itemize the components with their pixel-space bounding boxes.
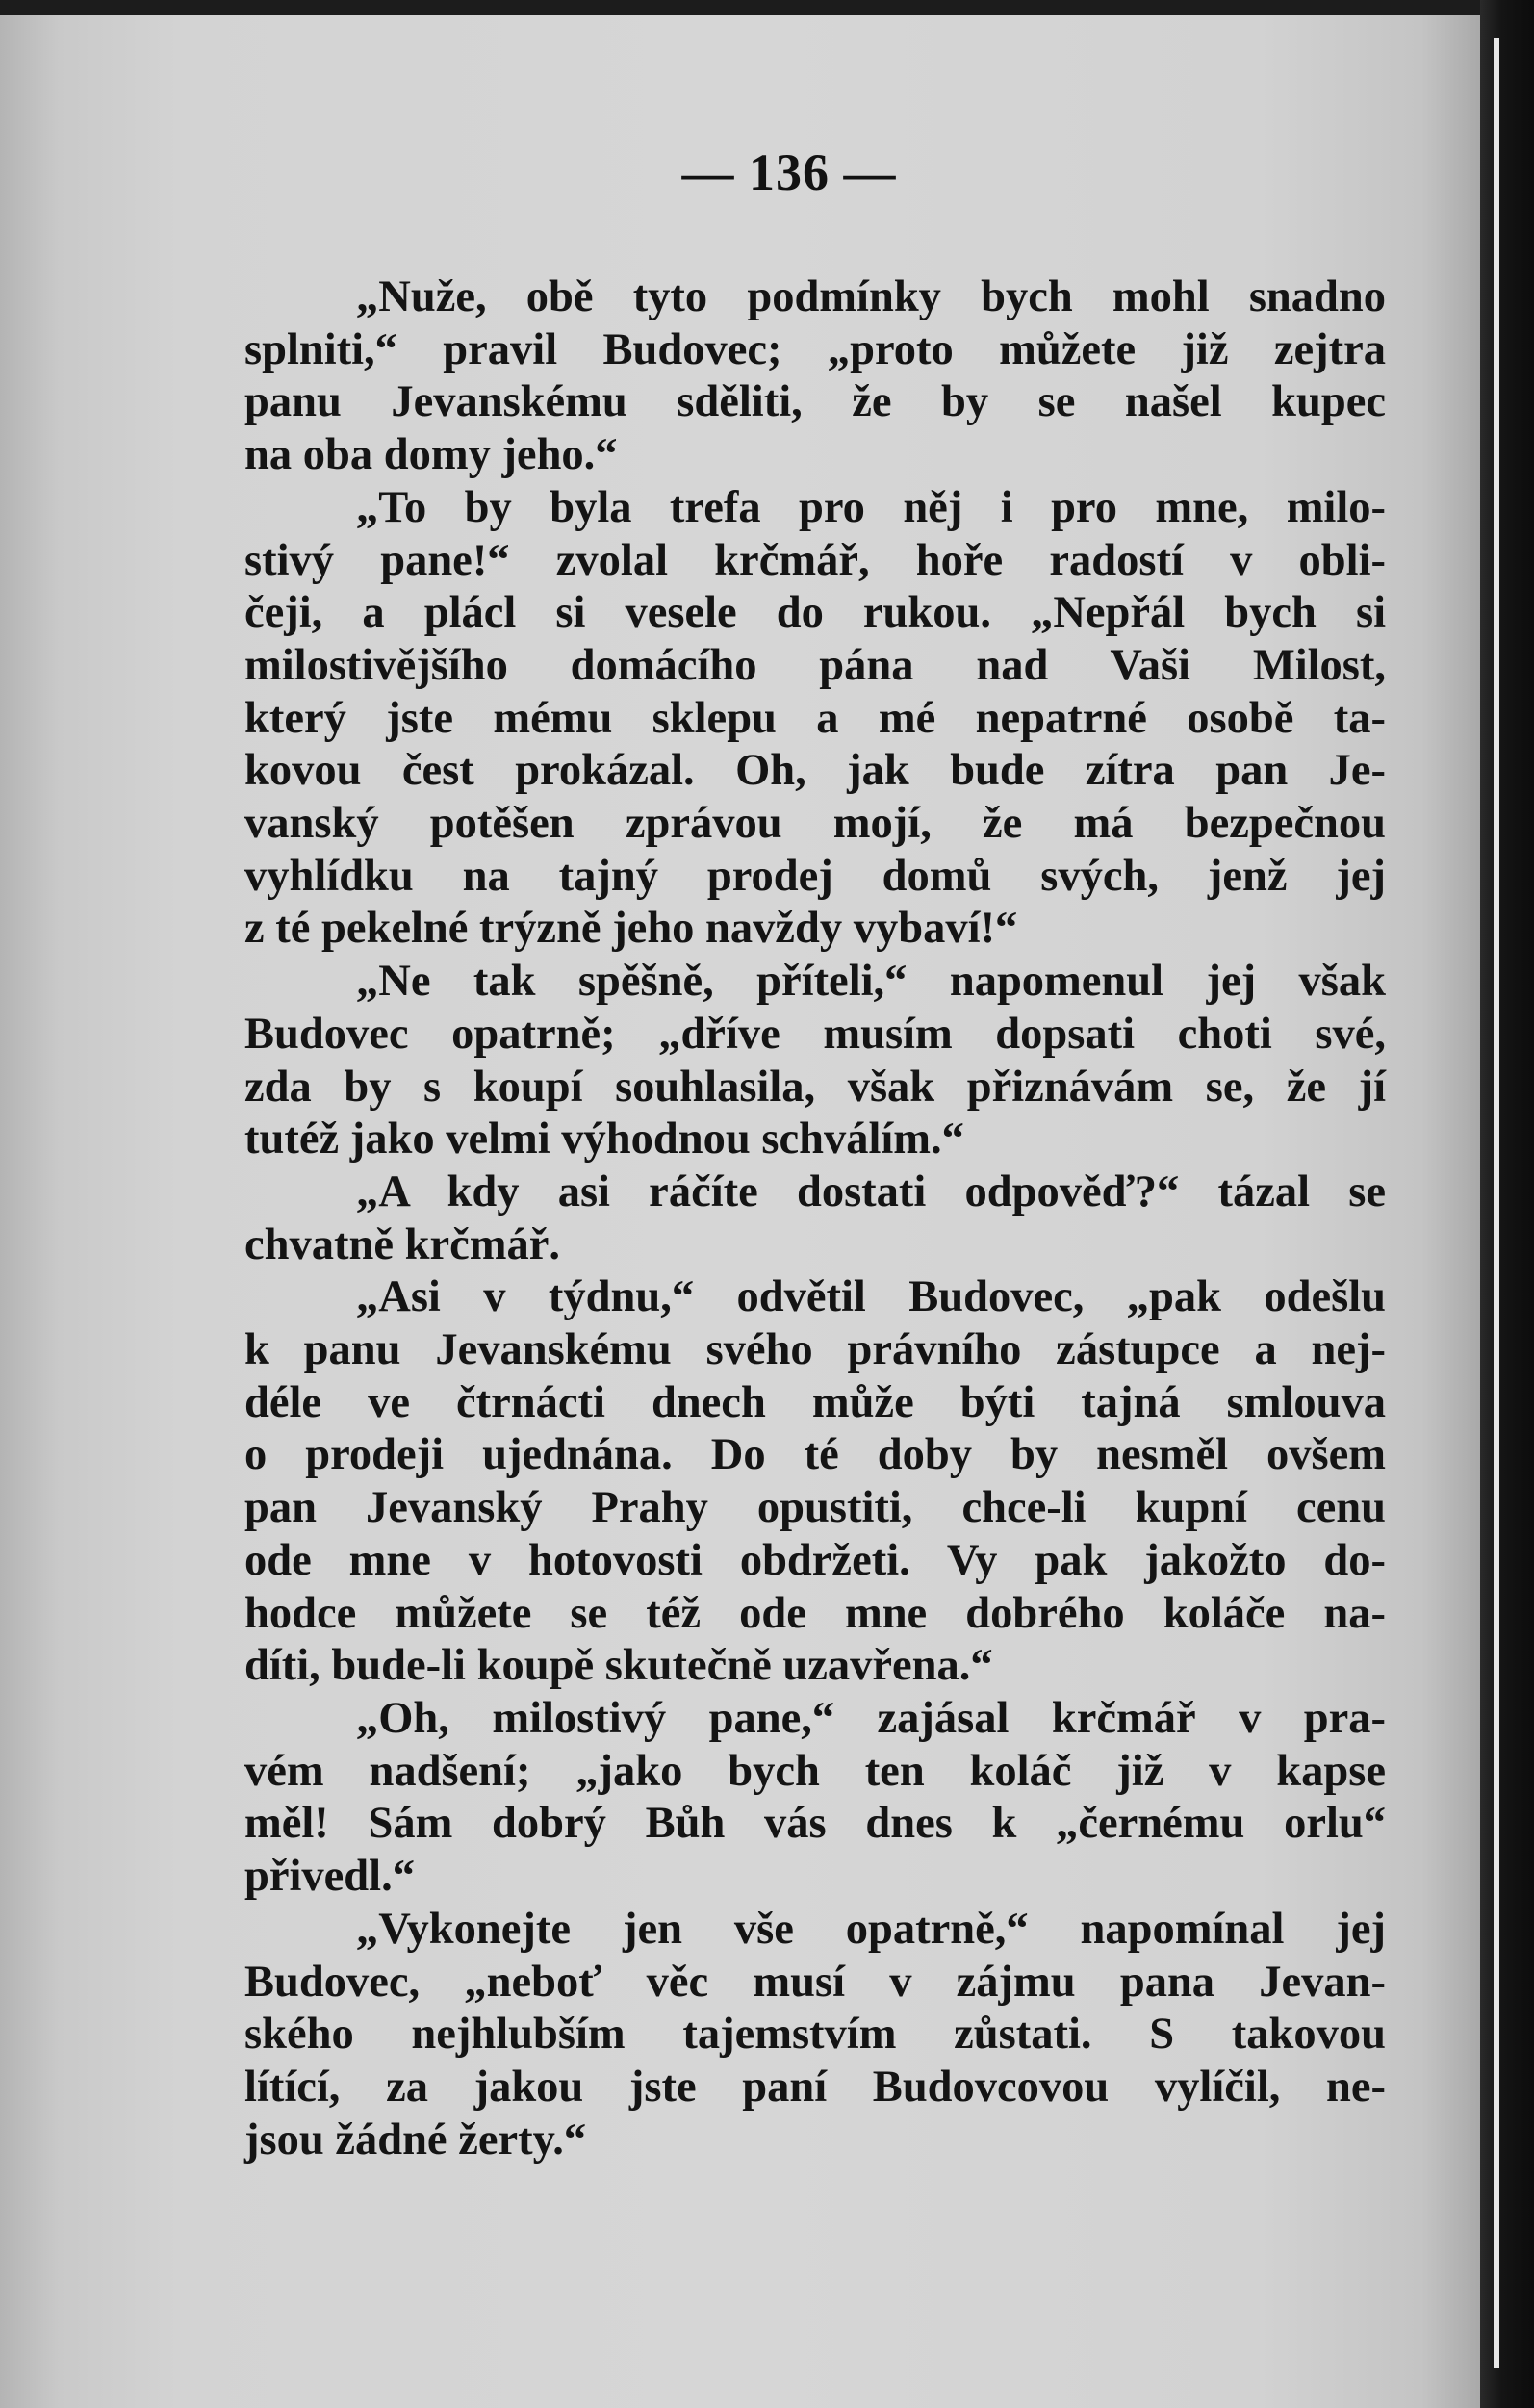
text-line: jsou žádné žerty.“ xyxy=(244,2114,587,2165)
text-line: Budovec opatrně; „dříve musím dopsati choti své, xyxy=(244,1009,1386,1059)
book-spine-shadow xyxy=(1480,0,1534,2408)
page-edge-strip xyxy=(1494,38,1499,2368)
text-line: „A kdy asi ráčíte dostati odpověď?“ tázal se xyxy=(356,1166,1386,1217)
text-line: Budovec, „neboť věc musí v zájmu pana Jevan- xyxy=(244,1957,1386,2007)
text-line: kovou čest prokázal. Oh, jak bude zítra pan Je- xyxy=(244,746,1386,796)
text-line: na oba domy jeho.“ xyxy=(244,430,618,480)
page-number: — 136 — xyxy=(681,143,897,201)
text-line: panu Jevanskému sděliti, že by se našel kupec xyxy=(244,377,1386,427)
text-line: k panu Jevanskému svého právního zástupce a nej- xyxy=(244,1325,1386,1375)
text-line: z té pekelné trýzně jeho navždy vybaví!“ xyxy=(244,904,1018,954)
text-line: ode mne v hotovosti obdržeti. Vy pak jakožto do- xyxy=(244,1535,1386,1585)
text-line: „Asi v týdnu,“ odvětil Budovec, „pak odešlu xyxy=(356,1272,1386,1322)
paragraph xyxy=(244,271,1386,482)
text-line: déle ve čtrnácti dnech může býti tajná smlouva xyxy=(244,1377,1386,1427)
paragraph xyxy=(244,1904,1386,2167)
paragraph xyxy=(244,482,1386,956)
body-text xyxy=(244,271,1386,2166)
text-line: vém nadšení; „jako bych ten koláč již v kapse xyxy=(244,1746,1386,1796)
text-line: vyhlídku na tajný prodej domů svých, jenž jej xyxy=(244,851,1386,901)
text-line: „To by byla trefa pro něj i pro mne, milo- xyxy=(356,482,1386,532)
text-line: vanský potěšen zprávou mojí, že má bezpečnou xyxy=(244,799,1386,849)
text-line: hodce můžete se též ode mne dobrého koláče na- xyxy=(244,1588,1386,1638)
text-line: zda by s koupí souhlasila, však přiznávám se, že jí xyxy=(244,1062,1386,1112)
text-line: stivý pane!“ zvolal krčmář, hoře radostí v obli- xyxy=(244,535,1386,585)
text-line: milostivějšího domácího pána nad Vaši Milost, xyxy=(244,640,1386,690)
text-line: pan Jevanský Prahy opustiti, chce-li kupní cenu xyxy=(244,1483,1386,1533)
text-line: ského nejhlubším tajemstvím zůstati. S takovou xyxy=(244,2010,1386,2060)
text-line: „Vykonejte jen vše opatrně,“ napomínal jej xyxy=(356,1904,1386,1954)
paragraph xyxy=(244,1166,1386,1271)
text-line: měl! Sám dobrý Bůh vás dnes k „černému orlu“ xyxy=(244,1799,1386,1849)
text-line: „Oh, milostivý pane,“ zajásal krčmář v pra- xyxy=(356,1693,1386,1743)
paragraph xyxy=(244,1271,1386,1693)
text-line: čeji, a plácl si vesele do rukou. „Nepřál bych si xyxy=(244,588,1386,638)
text-line: díti, bude-li koupě skutečně uzavřena.“ xyxy=(244,1641,993,1691)
text-line: chvatně krčmář. xyxy=(244,1219,560,1269)
paragraph xyxy=(244,956,1386,1166)
paragraph xyxy=(244,1693,1386,1904)
text-line: o prodeji ujednána. Do té doby by nesměl ovšem xyxy=(244,1430,1386,1480)
text-line: přivedl.“ xyxy=(244,1852,415,1902)
text-line: splniti,“ pravil Budovec; „proto můžete již zejtra xyxy=(244,324,1386,374)
text-line: lítící, za jakou jste paní Budovcovou vylíčil, ne- xyxy=(244,2062,1386,2112)
text-line: tutéž jako velmi výhodnou schválím.“ xyxy=(244,1114,964,1165)
text-line: „Ne tak spěšně, příteli,“ napomenul jej však xyxy=(356,957,1386,1007)
text-line: „Nuže, obě tyto podmínky bych mohl snadno xyxy=(356,272,1386,321)
text-line: který jste mému sklepu a mé nepatrné osobě ta- xyxy=(244,693,1386,743)
